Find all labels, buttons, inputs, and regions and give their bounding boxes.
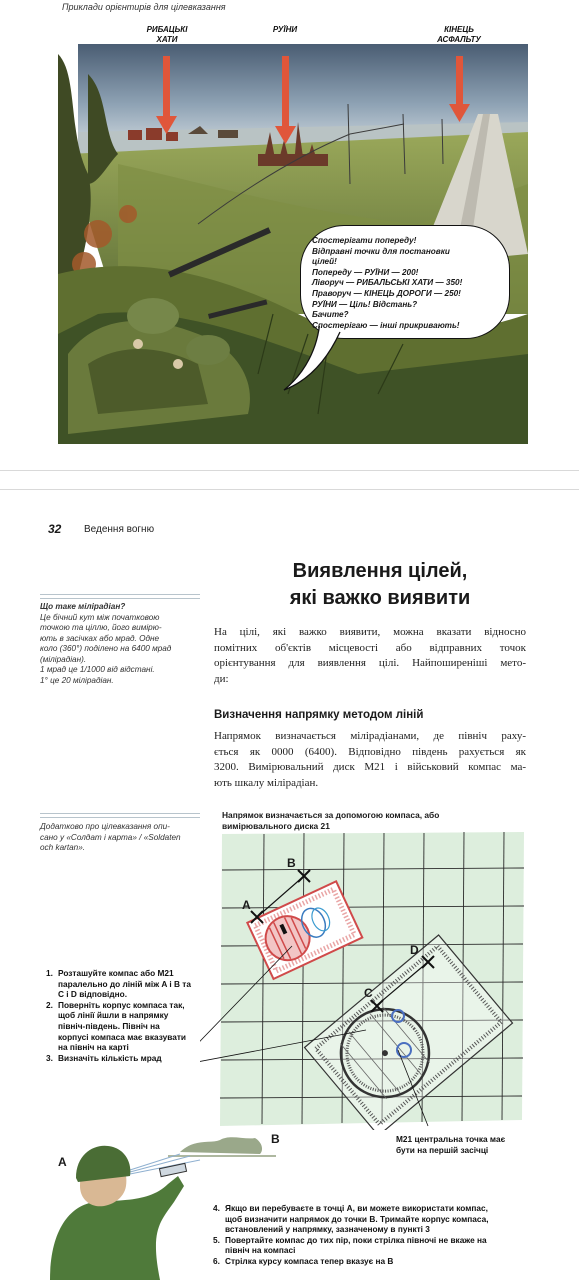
sidebar-line: och kartan». bbox=[40, 843, 86, 852]
sidebar-line: точкою та ціллю, його вимірю- bbox=[40, 623, 162, 632]
step-line: Стрілка курсу компаса тепер вказує на B bbox=[225, 1255, 394, 1266]
speech-line: РУЇНИ — Ціль! Відстань? bbox=[312, 299, 418, 309]
target-treeline bbox=[168, 1137, 276, 1156]
soldier-label-a: A bbox=[58, 1155, 67, 1169]
soldier bbox=[50, 1146, 187, 1280]
point-label-a: A bbox=[242, 898, 251, 912]
speech-line: Бачите? bbox=[312, 310, 349, 320]
step-item bbox=[213, 1235, 553, 1256]
figure-caption bbox=[222, 810, 482, 831]
step-text bbox=[58, 968, 191, 1000]
arrow-label-ruins bbox=[250, 25, 320, 35]
step-number: 6. bbox=[213, 1255, 220, 1266]
steps-right bbox=[213, 1203, 553, 1267]
speech-text bbox=[312, 236, 504, 331]
sidebar-rule bbox=[40, 598, 200, 599]
step-line: корпусі компаса має вказувати bbox=[58, 1031, 187, 1042]
step-text bbox=[58, 1000, 186, 1053]
step-item bbox=[213, 1256, 553, 1267]
speech-line: цілей! bbox=[312, 257, 337, 267]
step-number: 2. bbox=[46, 999, 53, 1010]
step-number: 1. bbox=[46, 968, 53, 978]
step-line: Поверніть корпус компаса так, bbox=[58, 999, 185, 1010]
illustration-caption: Приклади орієнтирів для цілевказання bbox=[62, 2, 226, 12]
m21-note bbox=[396, 1134, 546, 1155]
step-text bbox=[58, 1053, 162, 1064]
step-item bbox=[46, 968, 216, 1000]
paragraph-line: Напрямок визначається мілірадіанами, де північ раху- bbox=[214, 730, 526, 742]
section-title: Ведення вогню bbox=[84, 524, 155, 535]
speech-line: Спостерігаю — інші прикривають! bbox=[312, 320, 460, 330]
step-item bbox=[46, 1053, 216, 1064]
step-text bbox=[225, 1203, 489, 1235]
step-number: 3. bbox=[46, 1052, 53, 1063]
paragraph-line: ється як 0000 (6400). Відповідно південь рахується як bbox=[214, 745, 526, 758]
speech-line: Відправні точки для постановки bbox=[312, 246, 450, 256]
sidebar-rule bbox=[40, 813, 200, 814]
title-line: Виявлення цілей, bbox=[292, 560, 468, 582]
step-line: Якщо ви перебуваєте в точці A, ви можете використати компас, bbox=[225, 1203, 488, 1213]
step-number: 4. bbox=[213, 1203, 220, 1213]
sidebar-rule bbox=[40, 817, 200, 818]
sidebar-line: (мілірадіан). bbox=[40, 654, 87, 664]
sidebar-line: сано у «Солдат і карта» / «Soldaten bbox=[40, 832, 181, 842]
step-text bbox=[225, 1235, 487, 1256]
arrow-label-line: АСФАЛЬТУ bbox=[437, 35, 481, 44]
step-line: на північ на карті bbox=[58, 1042, 129, 1053]
paragraph-line: ють шкалу мілірадіан. bbox=[214, 776, 319, 789]
top-page bbox=[0, 0, 579, 468]
step-text bbox=[225, 1256, 393, 1267]
paragraph-line: помітних об'єктів місцевості або відправних точок bbox=[214, 641, 526, 654]
page-title bbox=[230, 558, 530, 612]
sidebar-note-reference bbox=[40, 822, 200, 854]
arrow-label-line: РУЇНИ bbox=[272, 25, 298, 34]
step-item bbox=[46, 1000, 216, 1053]
speech-line: Ліворуч — РИБАЛЬСЬКІ ХАТИ — 350! bbox=[312, 278, 463, 288]
step-line: C і D відповідно. bbox=[58, 989, 128, 1000]
sidebar-line: ють в засічках або мрад. Одне bbox=[40, 633, 160, 643]
step-line: щоб визначити напрямок до точки B. Тримайте корпус компаса, bbox=[225, 1213, 489, 1224]
note-line: бути на першій засічці bbox=[396, 1144, 489, 1155]
arrow-label-asphalt-end bbox=[420, 25, 498, 45]
sidebar-line: Це бічний кут між початковою bbox=[40, 612, 160, 622]
subheading: Визначення напрямку методом ліній bbox=[214, 709, 424, 721]
step-line: північ-південь. Північ на bbox=[58, 1020, 160, 1031]
caption-line: вимірювального диска 21 bbox=[222, 820, 330, 831]
step-line: Визначіть кількість мрад bbox=[58, 1052, 162, 1063]
direction-paragraph bbox=[214, 729, 526, 791]
note-line: M21 центральна точка має bbox=[396, 1134, 506, 1144]
arrow-label-line: КІНЕЦЬ bbox=[444, 25, 474, 34]
speech-line: Попереду — РУЇНИ — 200! bbox=[312, 267, 419, 277]
point-label-b: B bbox=[287, 856, 296, 870]
paragraph-line: ди: bbox=[214, 672, 229, 685]
sidebar-line: Додатково про цілевказання опи- bbox=[40, 822, 170, 831]
title-line: які важко виявити bbox=[289, 587, 471, 609]
paragraph-line: орієнтування для виявлення цілі. Найпоширеніші мето- bbox=[214, 657, 526, 669]
sidebar-line: 1° це 20 мілірадіан. bbox=[40, 675, 114, 685]
page-divider bbox=[0, 470, 579, 490]
sidebar-note-milliradian bbox=[40, 602, 200, 686]
step-item bbox=[213, 1203, 553, 1235]
steps-left bbox=[46, 968, 216, 1063]
sidebar-line: коло (360°) поділено на 6400 мрад bbox=[40, 644, 172, 653]
speech-line: Спостерігати попереду! bbox=[312, 236, 417, 245]
speech-line: Праворуч — КІНЕЦЬ ДОРОГИ — 250! bbox=[312, 288, 461, 298]
step-line: щоб лінії йшли в напрямку bbox=[58, 1010, 169, 1021]
target-label-b: B bbox=[271, 1132, 280, 1146]
step-line: встановлений у напрямку, зазначеному в пункті 3 bbox=[225, 1224, 430, 1235]
intro-paragraph bbox=[214, 625, 526, 687]
step-line: північ на компасі bbox=[225, 1245, 296, 1256]
step-number: 5. bbox=[213, 1234, 220, 1245]
map-grid-figure bbox=[200, 830, 530, 1130]
sidebar-rule bbox=[40, 594, 200, 595]
arrow-label-fishing-huts bbox=[127, 25, 207, 45]
step-line: Повертайте компас до тих пір, поки стрілка півночі не вкаже на bbox=[225, 1234, 487, 1245]
sidebar-line: 1 мрад це 1/1000 від відстані. bbox=[40, 665, 155, 674]
page-number: 32 bbox=[48, 522, 62, 536]
sidebar-heading: Що таке мілірадіан? bbox=[40, 602, 126, 611]
step-line: Розташуйте компас або M21 bbox=[58, 968, 174, 978]
point-label-c: C bbox=[364, 986, 373, 1000]
paragraph-line: На цілі, які важко виявити, можна вказати відносно bbox=[214, 626, 526, 638]
arrow-label-line: ХАТИ bbox=[156, 35, 178, 44]
point-label-d: D bbox=[410, 943, 419, 957]
paragraph-line: 3200. Вимірювальний диск M21 і військовий компас ма- bbox=[214, 761, 526, 773]
step-line: паралельно до ліній між A і B та bbox=[58, 978, 191, 989]
arrow-label-line: РИБАЦЬКІ bbox=[146, 25, 188, 34]
caption-line: Напрямок визначається за допомогою компаса, або bbox=[222, 810, 440, 820]
